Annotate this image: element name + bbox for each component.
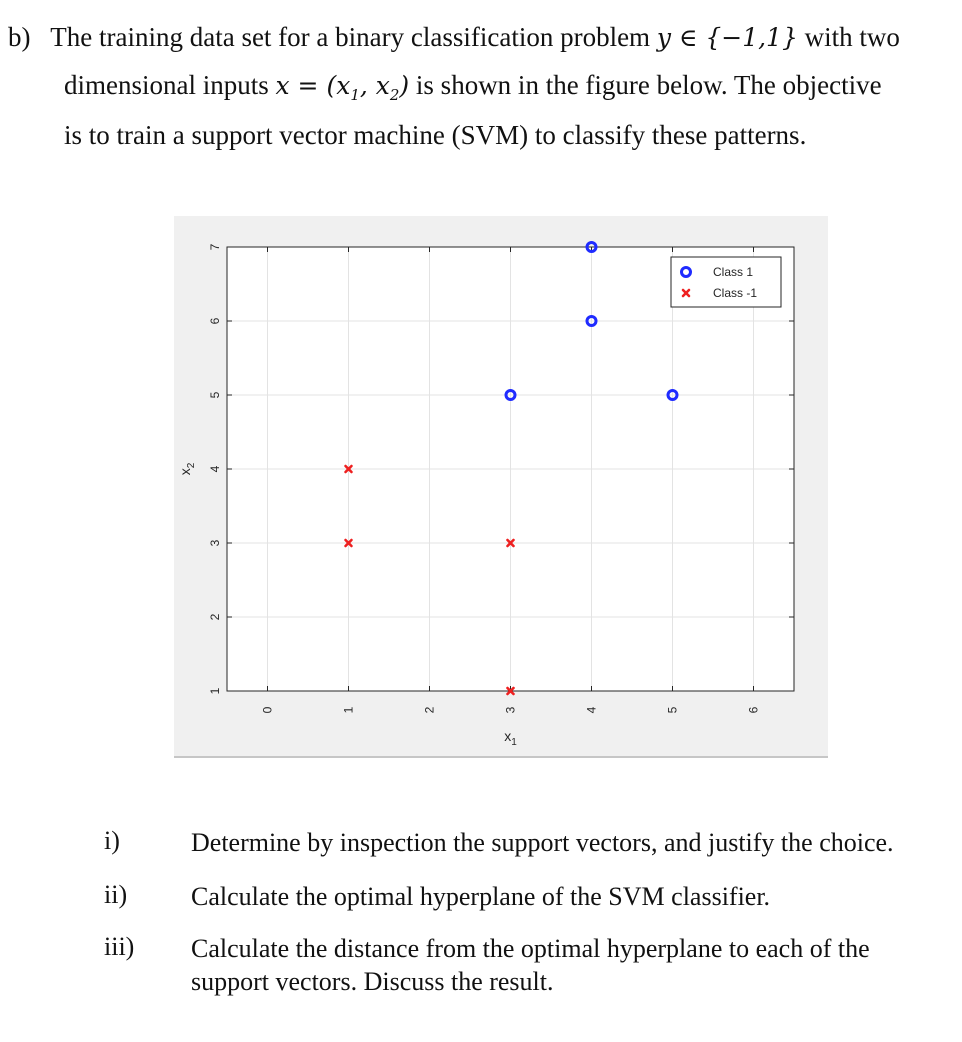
question-2-text: Calculate the optimal hyperplane of the SVM classifier. xyxy=(191,882,771,911)
y-axis-label-subscript: 2 xyxy=(186,462,197,469)
question-3-number: iii) xyxy=(104,932,135,961)
problem-label: b) xyxy=(8,22,31,52)
y-tick-label: 2 xyxy=(208,613,222,621)
problem-line-2 xyxy=(64,70,882,104)
scatter-figure xyxy=(174,216,828,758)
y-tick-label: 1 xyxy=(208,687,222,695)
problem-text-1: The training data set for a binary classification problem xyxy=(50,22,651,52)
problem-text-2: dimensional inputs xyxy=(64,70,269,100)
x-axis-label: $x_1$ xyxy=(504,728,517,748)
x-axis-label-subscript: 1 xyxy=(511,737,517,748)
y-tick-label: 6 xyxy=(208,317,222,325)
y-tick-label: 4 xyxy=(208,465,222,473)
legend-label: Class -1 xyxy=(713,286,758,300)
x-tick-label: 2 xyxy=(422,706,437,714)
x-tick-label: 5 xyxy=(665,706,680,714)
math-y-set: y ∈ {−1,1} xyxy=(656,23,798,52)
y-tick-label: 7 xyxy=(208,243,222,251)
problem-line-3 xyxy=(64,120,806,151)
problem-line-1 xyxy=(8,22,900,53)
legend xyxy=(671,257,781,307)
x-tick-label: 1 xyxy=(341,706,356,714)
x-tick-label: 6 xyxy=(746,706,761,714)
x-tick-label: 3 xyxy=(503,706,518,714)
x-tick-label: 0 xyxy=(260,706,275,714)
problem-text-3: is to train a support vector machine (SVM) to classify these patterns. xyxy=(64,120,807,150)
y-tick-label: 3 xyxy=(208,539,222,547)
y-axis-label: $x_2$ xyxy=(177,462,197,476)
math-x-vector: $x = (x_1$, $x_2$) xyxy=(275,71,410,104)
problem-text-2-end: is shown in the figure below. The objective xyxy=(415,70,882,100)
y-tick-label: 5 xyxy=(208,391,222,399)
question-2-number: ii) xyxy=(104,880,128,909)
question-3-text: Calculate the distance from the optimal hyperplane to each of the support vectors. Discuss the result. xyxy=(191,934,870,996)
question-1-text: Determine by inspection the support vectors, and justify the choice. xyxy=(191,828,894,857)
x-tick-label: 4 xyxy=(584,706,599,714)
problem-text-1-end: with two xyxy=(804,22,900,52)
legend-label: Class 1 xyxy=(713,265,754,279)
question-1-number: i) xyxy=(104,826,120,855)
